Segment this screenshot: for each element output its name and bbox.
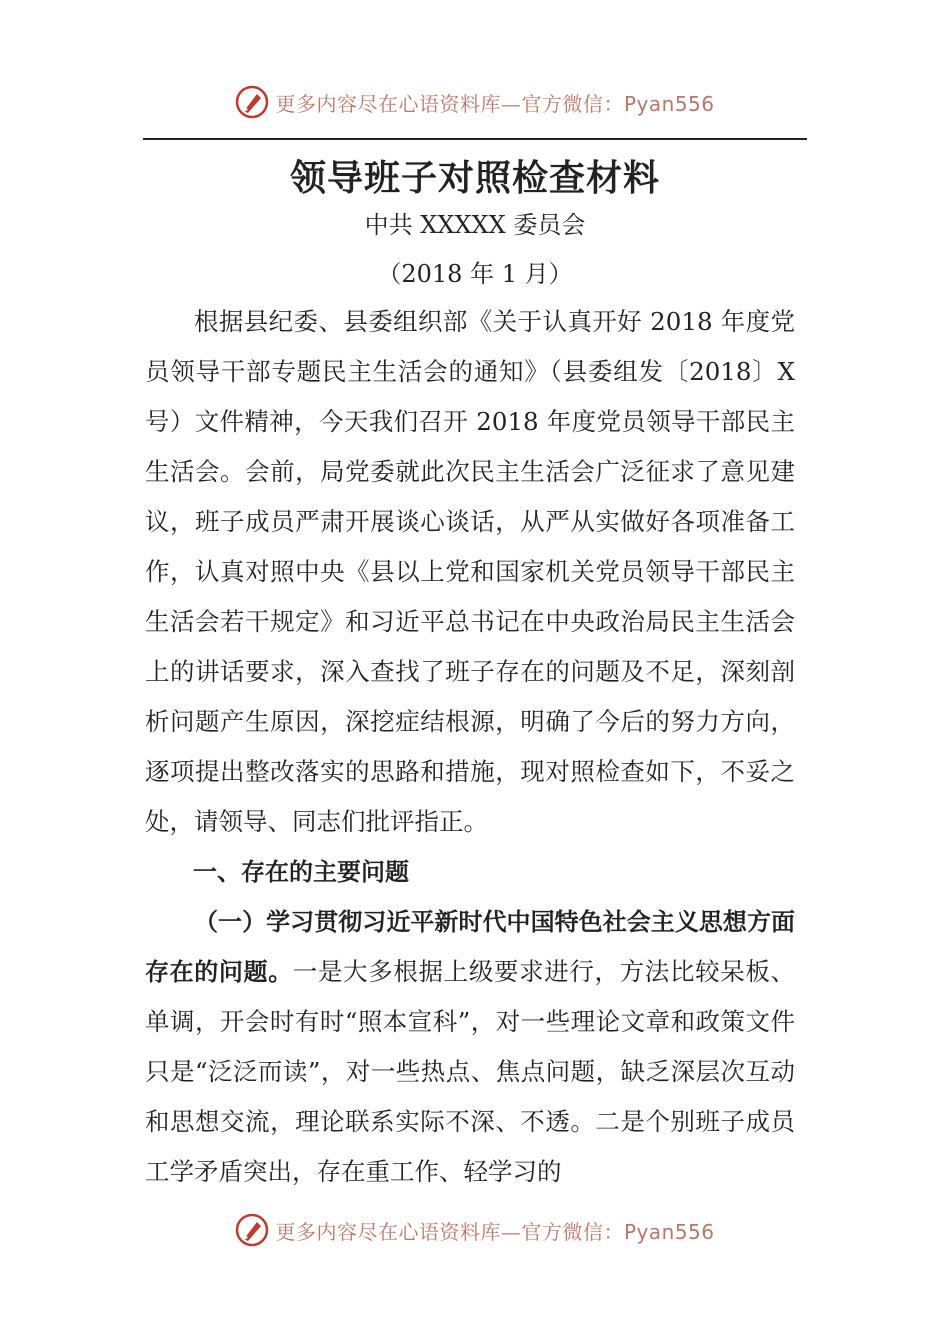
subsection-paragraph (145, 897, 795, 1197)
document-organization: 中共 XXXXX 委员会 (364, 211, 586, 239)
footer-watermark (0, 1210, 950, 1250)
watermark-text: 更多内容尽在心语资料库—官方微信： (275, 91, 624, 116)
pen-nib-logo-icon (235, 1213, 269, 1247)
intro-paragraph: 根据县纪委、县委组织部《关于认真开好 2018 年度党员领导干部专题民主生活会的通知》（县委组发〔2018〕X 号）文件精神，今天我们召开 2018 年度党员领导干部民主生活会。会前，局党委就此次民主生活会广泛征求了意见建议，班子成员严肃开展谈心谈话，从严从实做好各项准备工作，认真对照中央《县以上党和国家机关党员领导干部民主生活会若干规定》和习近平总书记在中央政治局民主生活会上的讲话要求，深入查找了班子存在的问题及不足，深刻剖析问题产生原因，深挖症结根源，明确了今后的努力方向，逐项提出整改落实的思路和措施，现对照检查如下，不妥之处，请领导、同志们批评指正。 (145, 307, 795, 836)
document-date: （2018 年 1 月） (377, 260, 573, 288)
document-body (145, 297, 795, 1197)
header-watermark (0, 82, 950, 122)
watermark-text: 更多内容尽在心语资料库—官方微信： (275, 1219, 624, 1244)
watermark-brand: Pyan556 (623, 1219, 715, 1244)
document-title: 领导班子对照检查材料 (289, 158, 660, 199)
subsection-text: 一是大多根据上级要求进行，方法比较呆板、单调，开会时有时“照本宣科”，对一些理论文章和政策文件只是“泛泛而读”，对一些热点、焦点问题，缺乏深层次互动和思想交流，理论联系实际不深、不透。二是个别班子成员工学矛盾突出，存在重工作、轻学习的 (145, 957, 796, 1186)
watermark-brand: Pyan556 (623, 91, 715, 116)
pen-nib-logo-icon (235, 85, 269, 119)
subsection-heading: （一）学习贯彻习近平新时代中国特色社会主义思想方面存在的问题。 (145, 908, 795, 986)
header-rule (143, 138, 807, 140)
section-heading: 一、存在的主要问题 (193, 858, 409, 886)
